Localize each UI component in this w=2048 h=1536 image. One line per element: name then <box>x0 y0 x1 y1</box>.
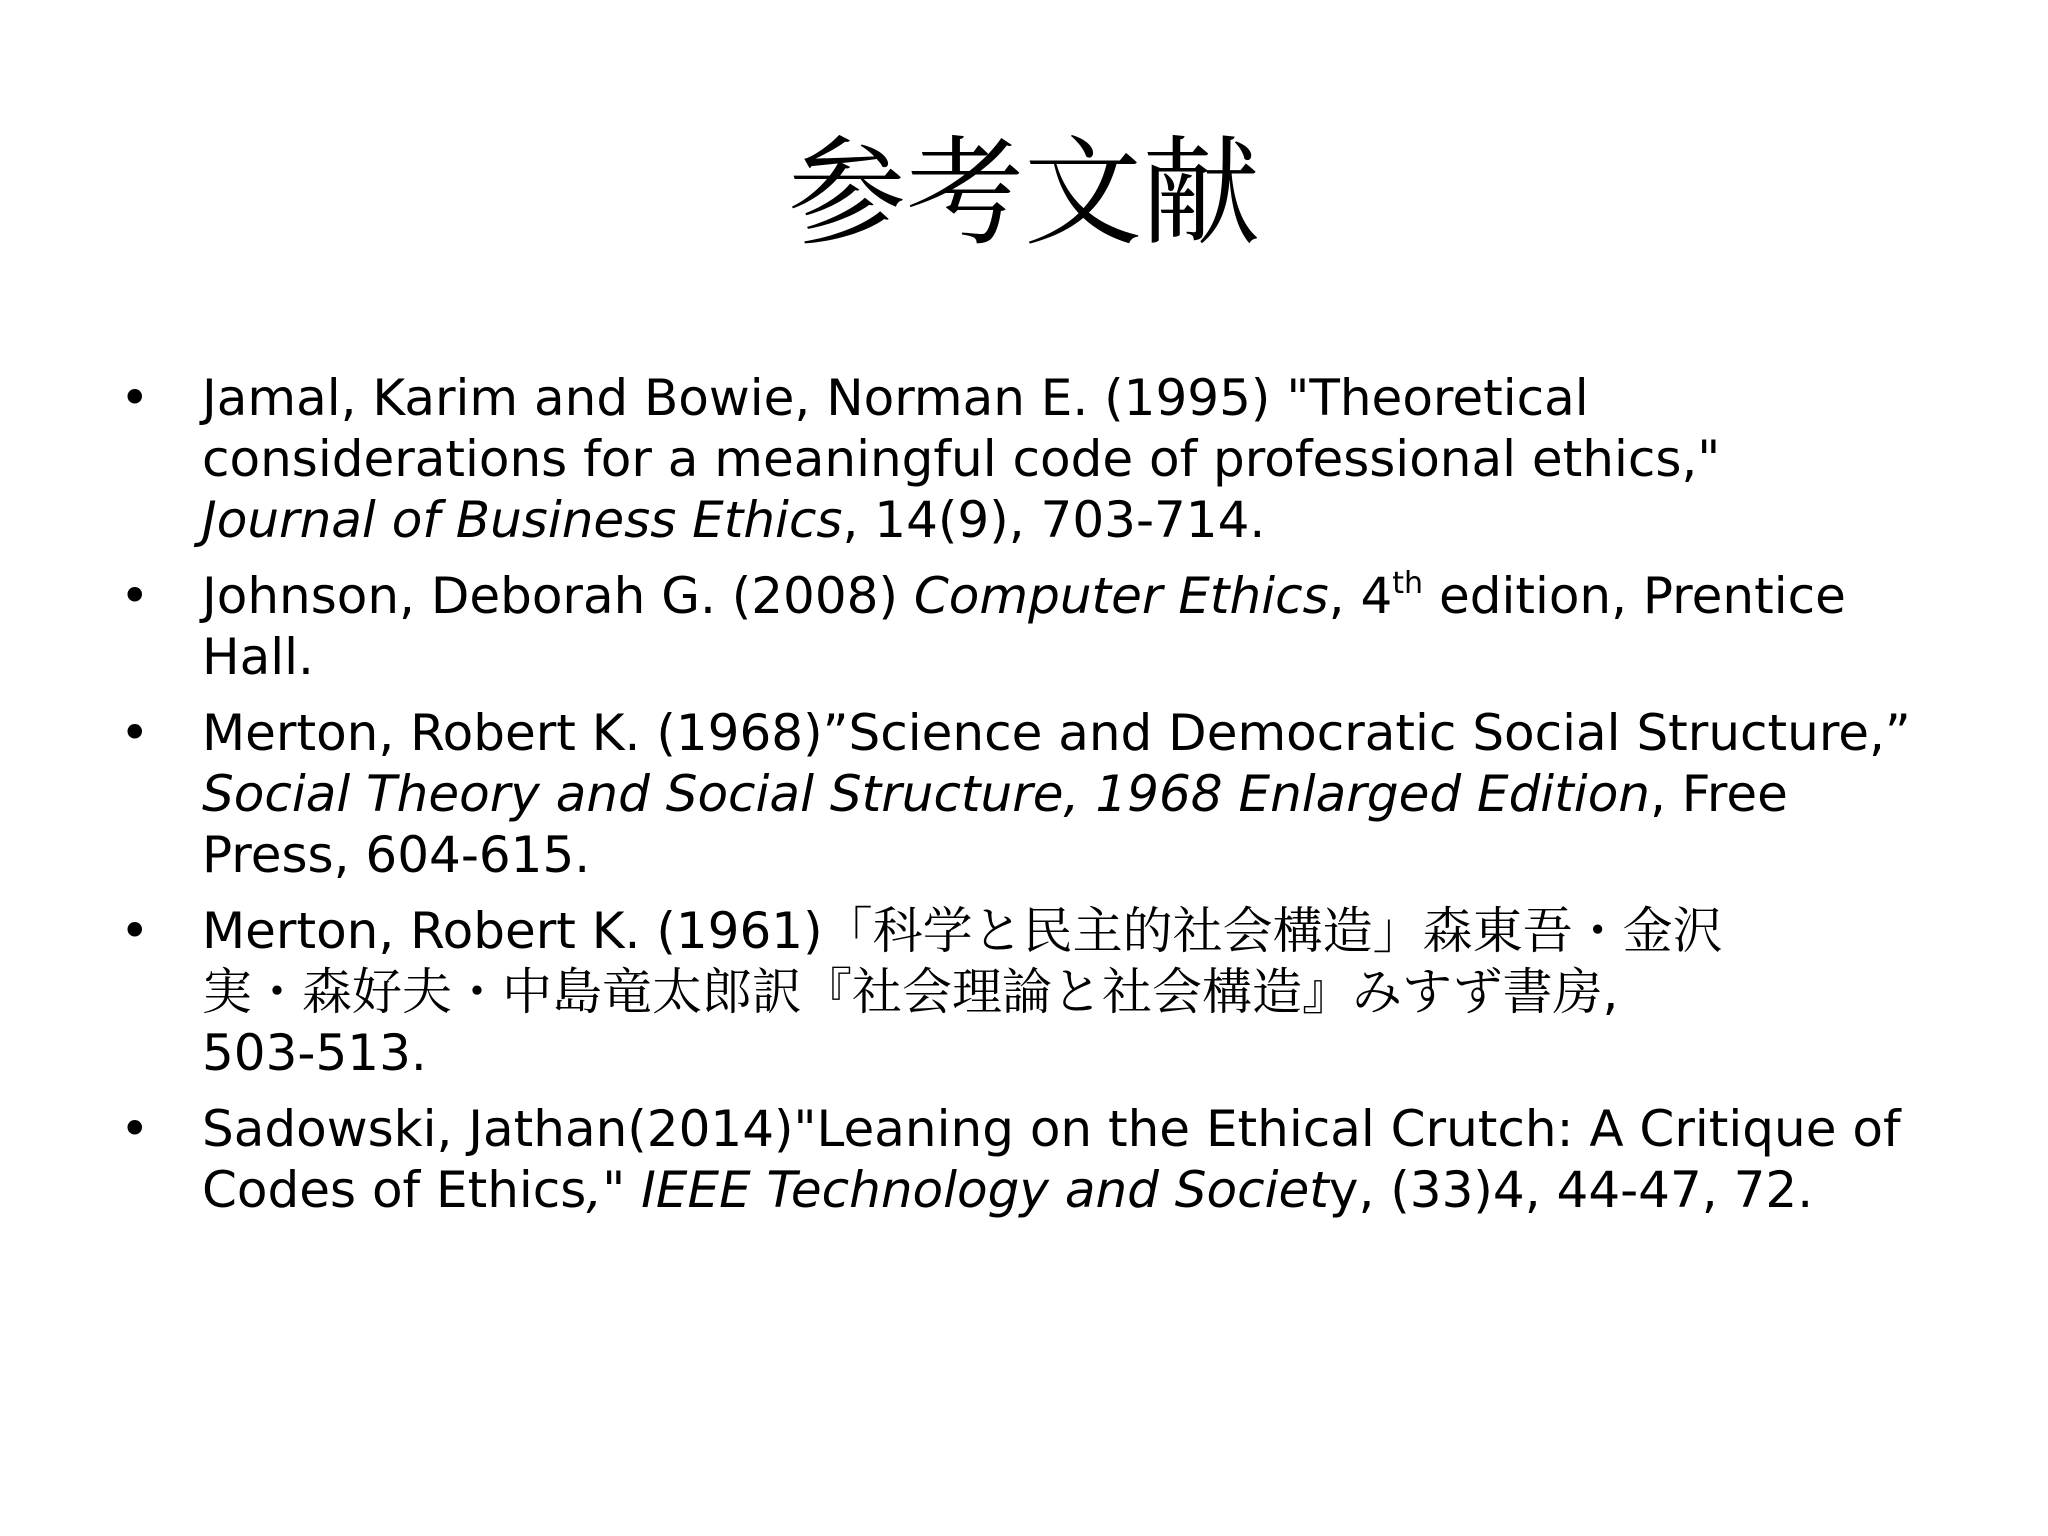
reference-text: Merton, Robert K. (1968)”Science and Democratic Social Structure,” <box>202 704 1911 762</box>
reference-line <box>202 1160 1980 1221</box>
reference-text: Jamal, Karim and Bowie, Norman E. (1995) "Theoretical <box>202 369 1589 427</box>
bullet-icon: • <box>120 902 150 960</box>
reference-list <box>120 368 1980 1236</box>
reference-text: Hall. <box>202 628 314 686</box>
reference-line <box>202 490 1980 551</box>
superscript-text: th <box>1392 566 1424 601</box>
reference-line <box>202 1023 1980 1084</box>
bullet-icon: • <box>120 704 150 762</box>
italic-text: ," IEEE Technology and Societ <box>586 1161 1329 1219</box>
reference-line <box>202 368 1980 429</box>
reference-item <box>120 1099 1980 1221</box>
italic-text: Computer Ethics <box>913 567 1329 625</box>
reference-line <box>202 901 1980 962</box>
bullet-icon: • <box>120 567 150 625</box>
italic-text: Journal of Business Ethics <box>202 491 843 549</box>
reference-text: 503-513. <box>202 1024 427 1082</box>
reference-item <box>120 368 1980 551</box>
reference-text: Sadowski, Jathan(2014)"Leaning on the Ethical Crutch: A Critique of <box>202 1100 1901 1158</box>
reference-text: , Free <box>1649 765 1788 823</box>
reference-line <box>202 703 1980 764</box>
reference-line <box>202 764 1980 825</box>
reference-text: Press, 604-615. <box>202 826 591 884</box>
reference-line <box>202 429 1980 490</box>
reference-text: Johnson, Deborah G. (2008) <box>202 567 914 625</box>
slide-title: 参考文献 <box>787 124 1260 262</box>
reference-text: y, (33)4, 44-47, 72. <box>1328 1161 1814 1219</box>
reference-line <box>202 825 1980 886</box>
bullet-icon: • <box>120 1100 150 1158</box>
reference-line <box>202 962 1980 1023</box>
bullet-icon: • <box>120 369 150 427</box>
reference-text: Merton, Robert K. (1961)「科学と民主的社会構造」森東吾・金沢 <box>202 902 1723 960</box>
reference-text: edition, Prentice <box>1423 567 1846 625</box>
reference-item <box>120 703 1980 886</box>
reference-text: , 4 <box>1328 567 1393 625</box>
reference-text: Codes of Ethics <box>202 1161 587 1219</box>
reference-item <box>120 566 1980 688</box>
reference-text: , 14(9), 703-714. <box>842 491 1266 549</box>
reference-item <box>120 901 1980 1084</box>
reference-line <box>202 627 1980 688</box>
reference-line <box>202 566 1980 627</box>
reference-text: considerations for a meaningful code of professional ethics," <box>202 430 1721 488</box>
reference-line <box>202 1099 1980 1160</box>
reference-text: 実・森好夫・中島竜太郎訳『社会理論と社会構造』みすず書房, <box>202 963 1619 1021</box>
italic-text: Social Theory and Social Structure, 1968 Enlarged Edition <box>202 765 1650 823</box>
